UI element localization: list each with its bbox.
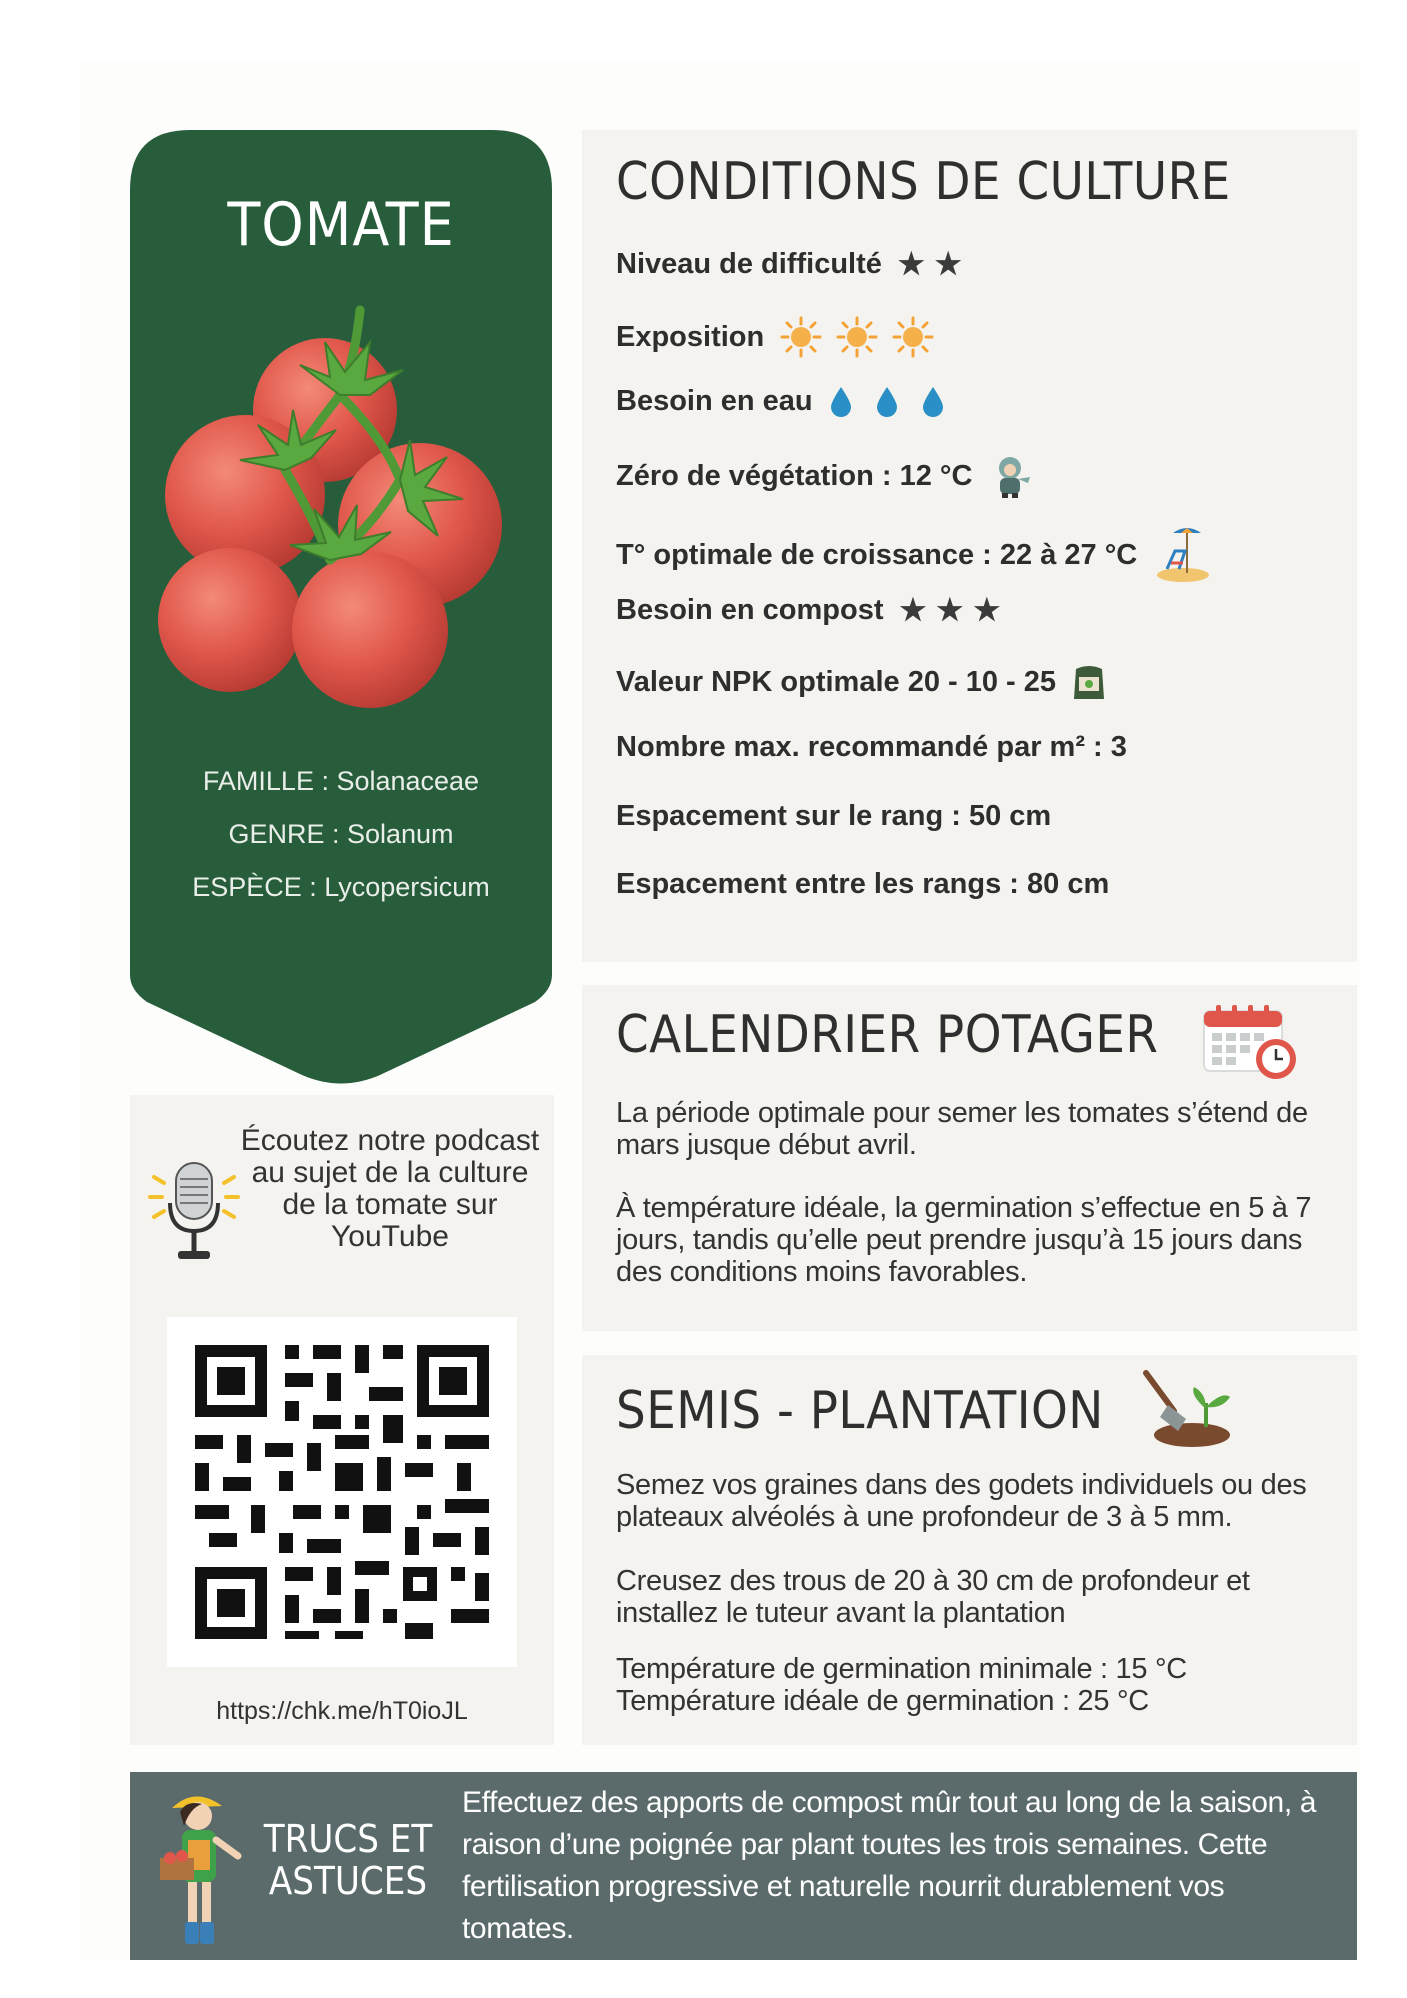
beach-chair-icon xyxy=(1153,525,1213,585)
family-text: FAMILLE : Solanaceae xyxy=(202,766,480,796)
taxonomy xyxy=(130,755,552,914)
water-drop-icon xyxy=(875,386,899,418)
sun-icon xyxy=(836,316,878,358)
water-row: Besoin en eau xyxy=(616,385,945,418)
gardener-icon xyxy=(150,1782,250,1952)
sowing-title: SEMIS - PLANTATION xyxy=(616,1381,1104,1441)
water-drop-icon xyxy=(921,386,945,418)
star-icon: ★ xyxy=(897,247,925,281)
tips-text: Effectuez des apports de compost mûr tout au long de la saison, à raison d’une poignée par plant toutes les trois semaines. Cette fertilisation progressive et naturelle nourrit durablement vos tomates. xyxy=(462,1786,1316,1945)
npk-row: Valeur NPK optimale 20 - 10 - 25 xyxy=(616,663,1106,701)
qr-code[interactable] xyxy=(167,1317,517,1667)
calendar-panel xyxy=(582,985,1357,1331)
qr-code-image xyxy=(167,1317,517,1667)
plant-label xyxy=(130,130,552,1085)
genus-text: GENRE : Solanum xyxy=(228,819,454,849)
star-icon: ★ xyxy=(899,593,927,627)
water-drop-icon xyxy=(829,386,853,418)
calendar-paragraph-2: À température idéale, la germination s’effectue en 5 à 7 jours, tandis qu’elle peut prendre jusqu’à 15 jours dans des conditions moins favorables. xyxy=(616,1192,1312,1288)
sowing-ideal-temp: Température idéale de germination : 25 °C xyxy=(616,1685,1149,1717)
difficulty-row: Niveau de difficulté ★ ★ xyxy=(616,247,962,281)
compost-row: Besoin en compost ★ ★ ★ xyxy=(616,593,1001,627)
max-per-m2-row: Nombre max. recommandé par m² : 3 xyxy=(616,731,1127,763)
star-icon: ★ xyxy=(934,247,962,281)
sowing-paragraph-1: Semez vos graines dans des godets individuels ou des plateaux alvéolés à une profondeur de 3 à 5 mm. xyxy=(616,1469,1307,1533)
cold-person-icon xyxy=(988,453,1034,499)
sowing-min-temp: Température de germination minimale : 15 °C xyxy=(616,1653,1187,1685)
sowing-panel xyxy=(582,1355,1357,1745)
podcast-url[interactable]: https://chk.me/hT0ioJL xyxy=(216,1697,468,1725)
optimal-temp-row: T° optimale de croissance : 22 à 27 °C xyxy=(616,525,1213,585)
fertilizer-bag-icon xyxy=(1072,663,1106,701)
calendar-clock-icon xyxy=(1202,1003,1300,1083)
sun-icon xyxy=(892,316,934,358)
tomato-illustration xyxy=(155,300,525,710)
star-icon: ★ xyxy=(973,593,1001,627)
exposure-row: Exposition xyxy=(616,316,934,358)
vegetation-zero-row: Zéro de végétation : 12 °C xyxy=(616,453,1034,499)
conditions-panel xyxy=(582,130,1357,962)
calendar-title: CALENDRIER POTAGER xyxy=(616,1005,1159,1065)
sun-icon xyxy=(780,316,822,358)
calendar-paragraph-1: La période optimale pour semer les tomates s’étend de mars jusque début avril. xyxy=(616,1097,1308,1161)
spacing-between-rows-row: Espacement entre les rangs : 80 cm xyxy=(616,868,1110,900)
tips-title: TRUCS ET ASTUCES xyxy=(263,1817,433,1903)
plant-title: TOMATE xyxy=(227,190,455,260)
shovel-seedling-icon xyxy=(1140,1369,1236,1449)
podcast-panel xyxy=(130,1095,554,1745)
podcast-text: Écoutez notre podcast au sujet de la culture de la tomate sur YouTube xyxy=(240,1124,540,1253)
tips-banner xyxy=(130,1772,1357,1960)
sowing-paragraph-2: Creusez des trous de 20 à 30 cm de profondeur et installez le tuteur avant la plantation xyxy=(616,1565,1250,1629)
spacing-row-row: Espacement sur le rang : 50 cm xyxy=(616,800,1052,832)
conditions-title: CONDITIONS DE CULTURE xyxy=(616,152,1231,212)
star-icon: ★ xyxy=(936,593,964,627)
species-text: ESPÈCE : Lycopersicum xyxy=(192,872,490,902)
microphone-icon xyxy=(148,1155,240,1265)
